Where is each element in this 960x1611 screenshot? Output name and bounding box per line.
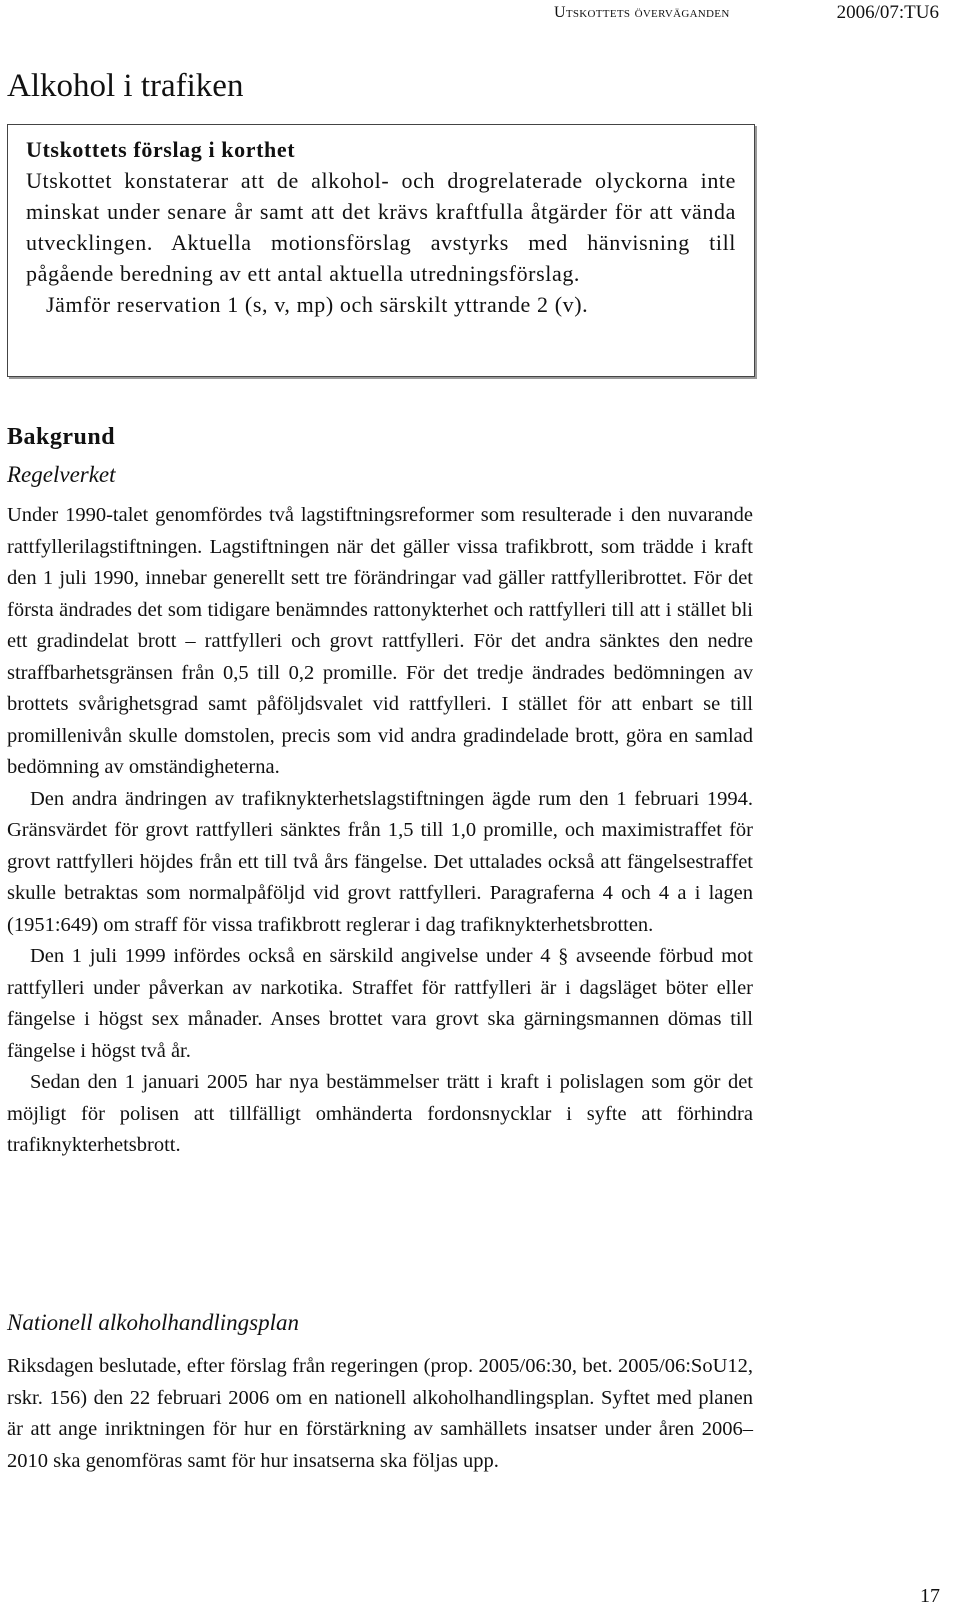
- page-number: 17: [920, 1585, 940, 1607]
- section-title: Alkohol i trafiken: [7, 68, 244, 104]
- running-header-text: Utskottets överväganden: [554, 4, 730, 21]
- reservation-note: Jämför reservation 1 (s, v, mp) och särskilt yttrande 2 (v).: [46, 292, 589, 317]
- background-paragraph: Den andra ändringen av trafiknykterhetslagstiftningen ägde rum den 1 februari 1994. Gränsvärdet för grovt rattfylleri sänktes från 1,5 till 1,0 promille, och maximistraffet för grovt rattfylleri höjdes från ett till två års fängelse. Det uttalades också att fängelsestraffet skulle betraktas som normalpåföljd vid grovt rattfylleri. Paragraferna 4 och 4 a i lagen (1951:649) om straff för vissa trafikbrott reglerar i dag trafiknykterhetsbrotten.: [7, 787, 753, 936]
- background-paragraph: Under 1990-talet genomfördes två lagstiftningsreformer som resulterade i den nuvarande rattfyllerilagstiftningen. Lagstiftningen när det gäller vissa trafikbrott, som trädde i kraft den 1 juli 1990, innebar generellt sett tre förändringar vad gäller rattfylleribrottet. För det första ändrades det som tidigare benämndes rattonykterhet och rattfylleri till att i stället bli ett gradindelat brott – rattfylleri och grovt rattfylleri. För det andra sänktes den nedre straffbarhetsgränsen från 0,5 till 0,2 promille. För det tredje ändrades bedömningen av brottets svårighetsgrad samt påföljdsvalet vid rattfylleri. I stället för att enbart se till promillenivån skulle domstolen, precis som vid andra gradindelade brott, göra en samlad bedömning av omständigheterna.: [7, 504, 753, 778]
- document-id: 2006/07:TU6: [836, 2, 939, 23]
- background-heading: Bakgrund: [7, 424, 116, 450]
- regelverket-subheading: Regelverket: [7, 462, 116, 487]
- alcohol-plan-paragraph: Riksdagen beslutade, efter förslag från regeringen (prop. 2005/06:30, bet. 2005/06:SoU12, rskr. 156) den 22 februari 2006 om en nationell alkoholhandlingsplan. Syftet med planen är att ange inriktningen för hur en förstärkning av samhällets insatser under åren 2006–2010 ska genomföras samt för hur insatserna ska följas upp.: [7, 1355, 753, 1472]
- summary-box-text: Utskottet konstaterar att de alkohol- och drogrelaterade olyckorna inte minskat under senare år samt att det krävs kraftfulla åtgärder för att vända utvecklingen. Aktuella motionsförslag avstyrks med hänvisning till pågående beredning av ett antal aktuella utredningsförslag.: [26, 168, 736, 286]
- alcohol-plan-body: [7, 1351, 753, 1477]
- background-paragraph: Den 1 juli 1999 infördes också en särskild angivelse under 4 § avseende förbud mot rattfylleri under påverkan av narkotika. Straffet för rattfylleri är i dagsläget böter eller fängelse i högst sex månader. Anses brottet vara grovt ska gärningsmannen dömas till fängelse i högst två år.: [7, 945, 753, 1062]
- summary-box-title: Utskottets förslag i korthet: [26, 137, 296, 162]
- background-paragraph: Sedan den 1 januari 2005 har nya bestämmelser trätt i kraft i polislagen som gör det möjligt för polisen att tillfälligt omhänderta fordonsnycklar i syfte att förhindra trafiknykterhetsbrott.: [7, 1071, 753, 1156]
- running-header-title: [554, 4, 730, 22]
- alcohol-plan-subheading: Nationell alkoholhandlingsplan: [7, 1310, 299, 1335]
- summary-box: [7, 124, 755, 377]
- background-body: [7, 500, 753, 1162]
